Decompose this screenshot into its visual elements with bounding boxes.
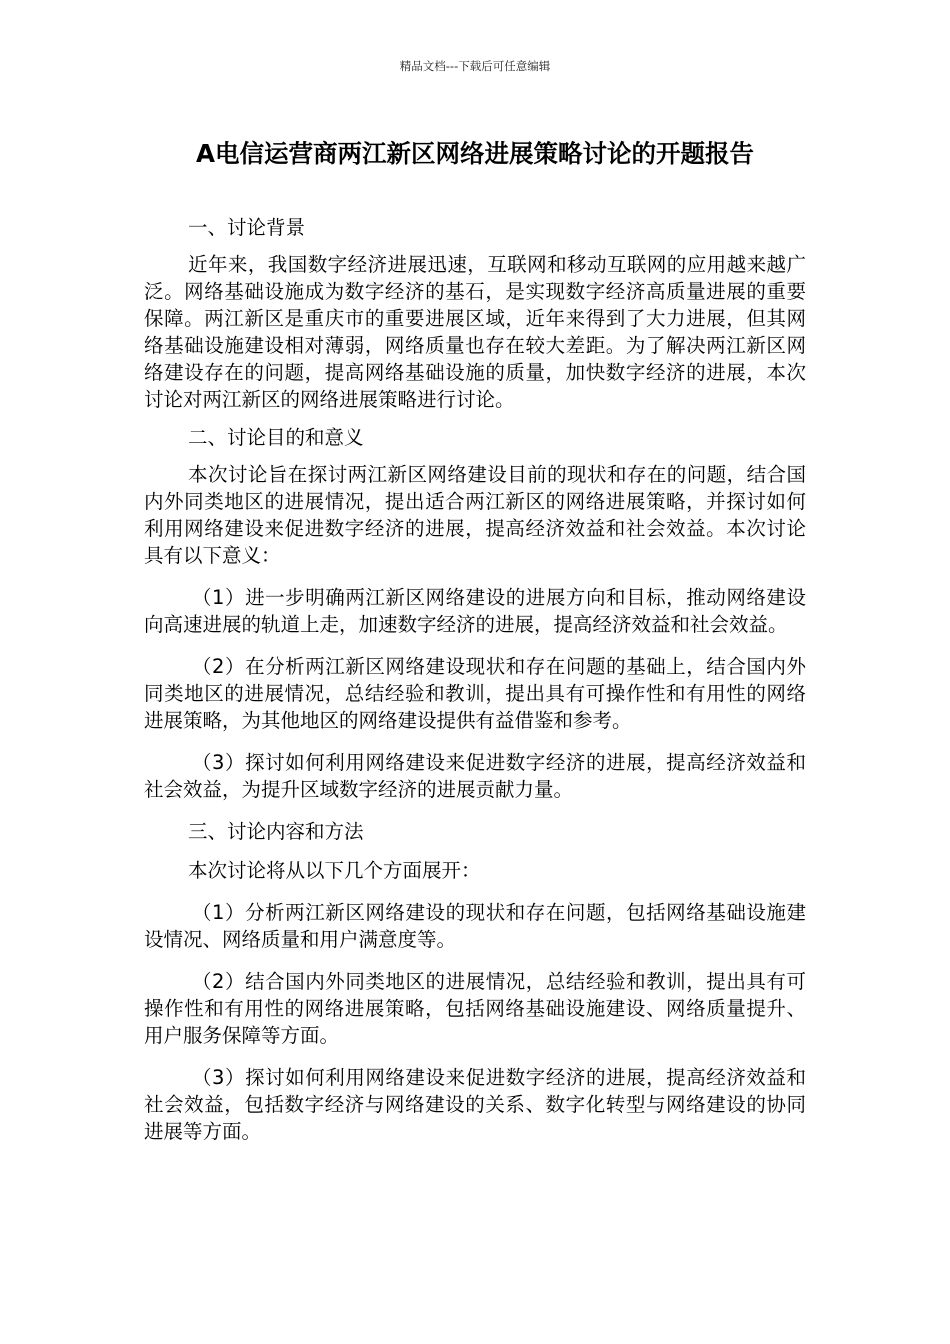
body-paragraph: 近年来，我国数字经济进展迅速，互联网和移动互联网的应用越来越广泛。网络基础设施成为数字经济的基石，是实现数字经济高质量进展的重要保障。两江新区是重庆市的重要进展区域，近年来得到了大力进展，但其网络基础设施建设相对薄弱，网络质量也存在较大差距。为了解决两江新区网络建设存在的问题，提高网络基础设施的质量，加快数字经济的进展，本次讨论对两江新区的网络进展策略进行讨论。 xyxy=(144,253,806,411)
document-title: A电信运营商两江新区网络进展策略讨论的开题报告 xyxy=(196,139,754,168)
list-item: （3）探讨如何利用网络建设来促进数字经济的进展，提高经济效益和社会效益，为提升区域数字经济的进展贡献力量。 xyxy=(144,751,806,801)
section-heading-content-methods: 三、讨论内容和方法 xyxy=(188,820,364,843)
section-heading-purpose: 二、讨论目的和意义 xyxy=(188,426,364,449)
list-item: （2）结合国内外同类地区的进展情况，总结经验和教训，提出具有可操作性和有用性的网络进展策略，包括网络基础设施建设、网络质量提升、用户服务保障等方面。 xyxy=(144,970,806,1047)
list-item: （1）分析两江新区网络建设的现状和存在问题，包括网络基础设施建设情况、网络质量和用户满意度等。 xyxy=(144,901,806,951)
body-paragraph: 本次讨论旨在探讨两江新区网络建设目前的现状和存在的问题，结合国内外同类地区的进展情况，提出适合两江新区的网络进展策略，并探讨如何利用网络建设来促进数字经济的进展，提高经济效益和社会效益。本次讨论具有以下意义： xyxy=(144,463,806,567)
document-body xyxy=(144,214,806,1145)
list-item: （1）进一步明确两江新区网络建设的进展方向和目标，推动网络建设向高速进展的轨道上走，加速数字经济的进展，提高经济效益和社会效益。 xyxy=(144,586,806,636)
header-note: 精品文档---下载后可任意编辑 xyxy=(399,59,551,73)
section-heading-background: 一、讨论背景 xyxy=(188,216,306,239)
body-paragraph: 本次讨论将从以下几个方面展开： xyxy=(188,859,481,882)
list-item: （2）在分析两江新区网络建设现状和存在问题的基础上，结合国内外同类地区的进展情况，总结经验和教训，提出具有可操作性和有用性的网络进展策略，为其他地区的网络建设提供有益借鉴和参考。 xyxy=(144,655,806,732)
list-item: （3）探讨如何利用网络建设来促进数字经济的进展，提高经济效益和社会效益，包括数字经济与网络建设的关系、数字化转型与网络建设的协同进展等方面。 xyxy=(144,1066,806,1143)
